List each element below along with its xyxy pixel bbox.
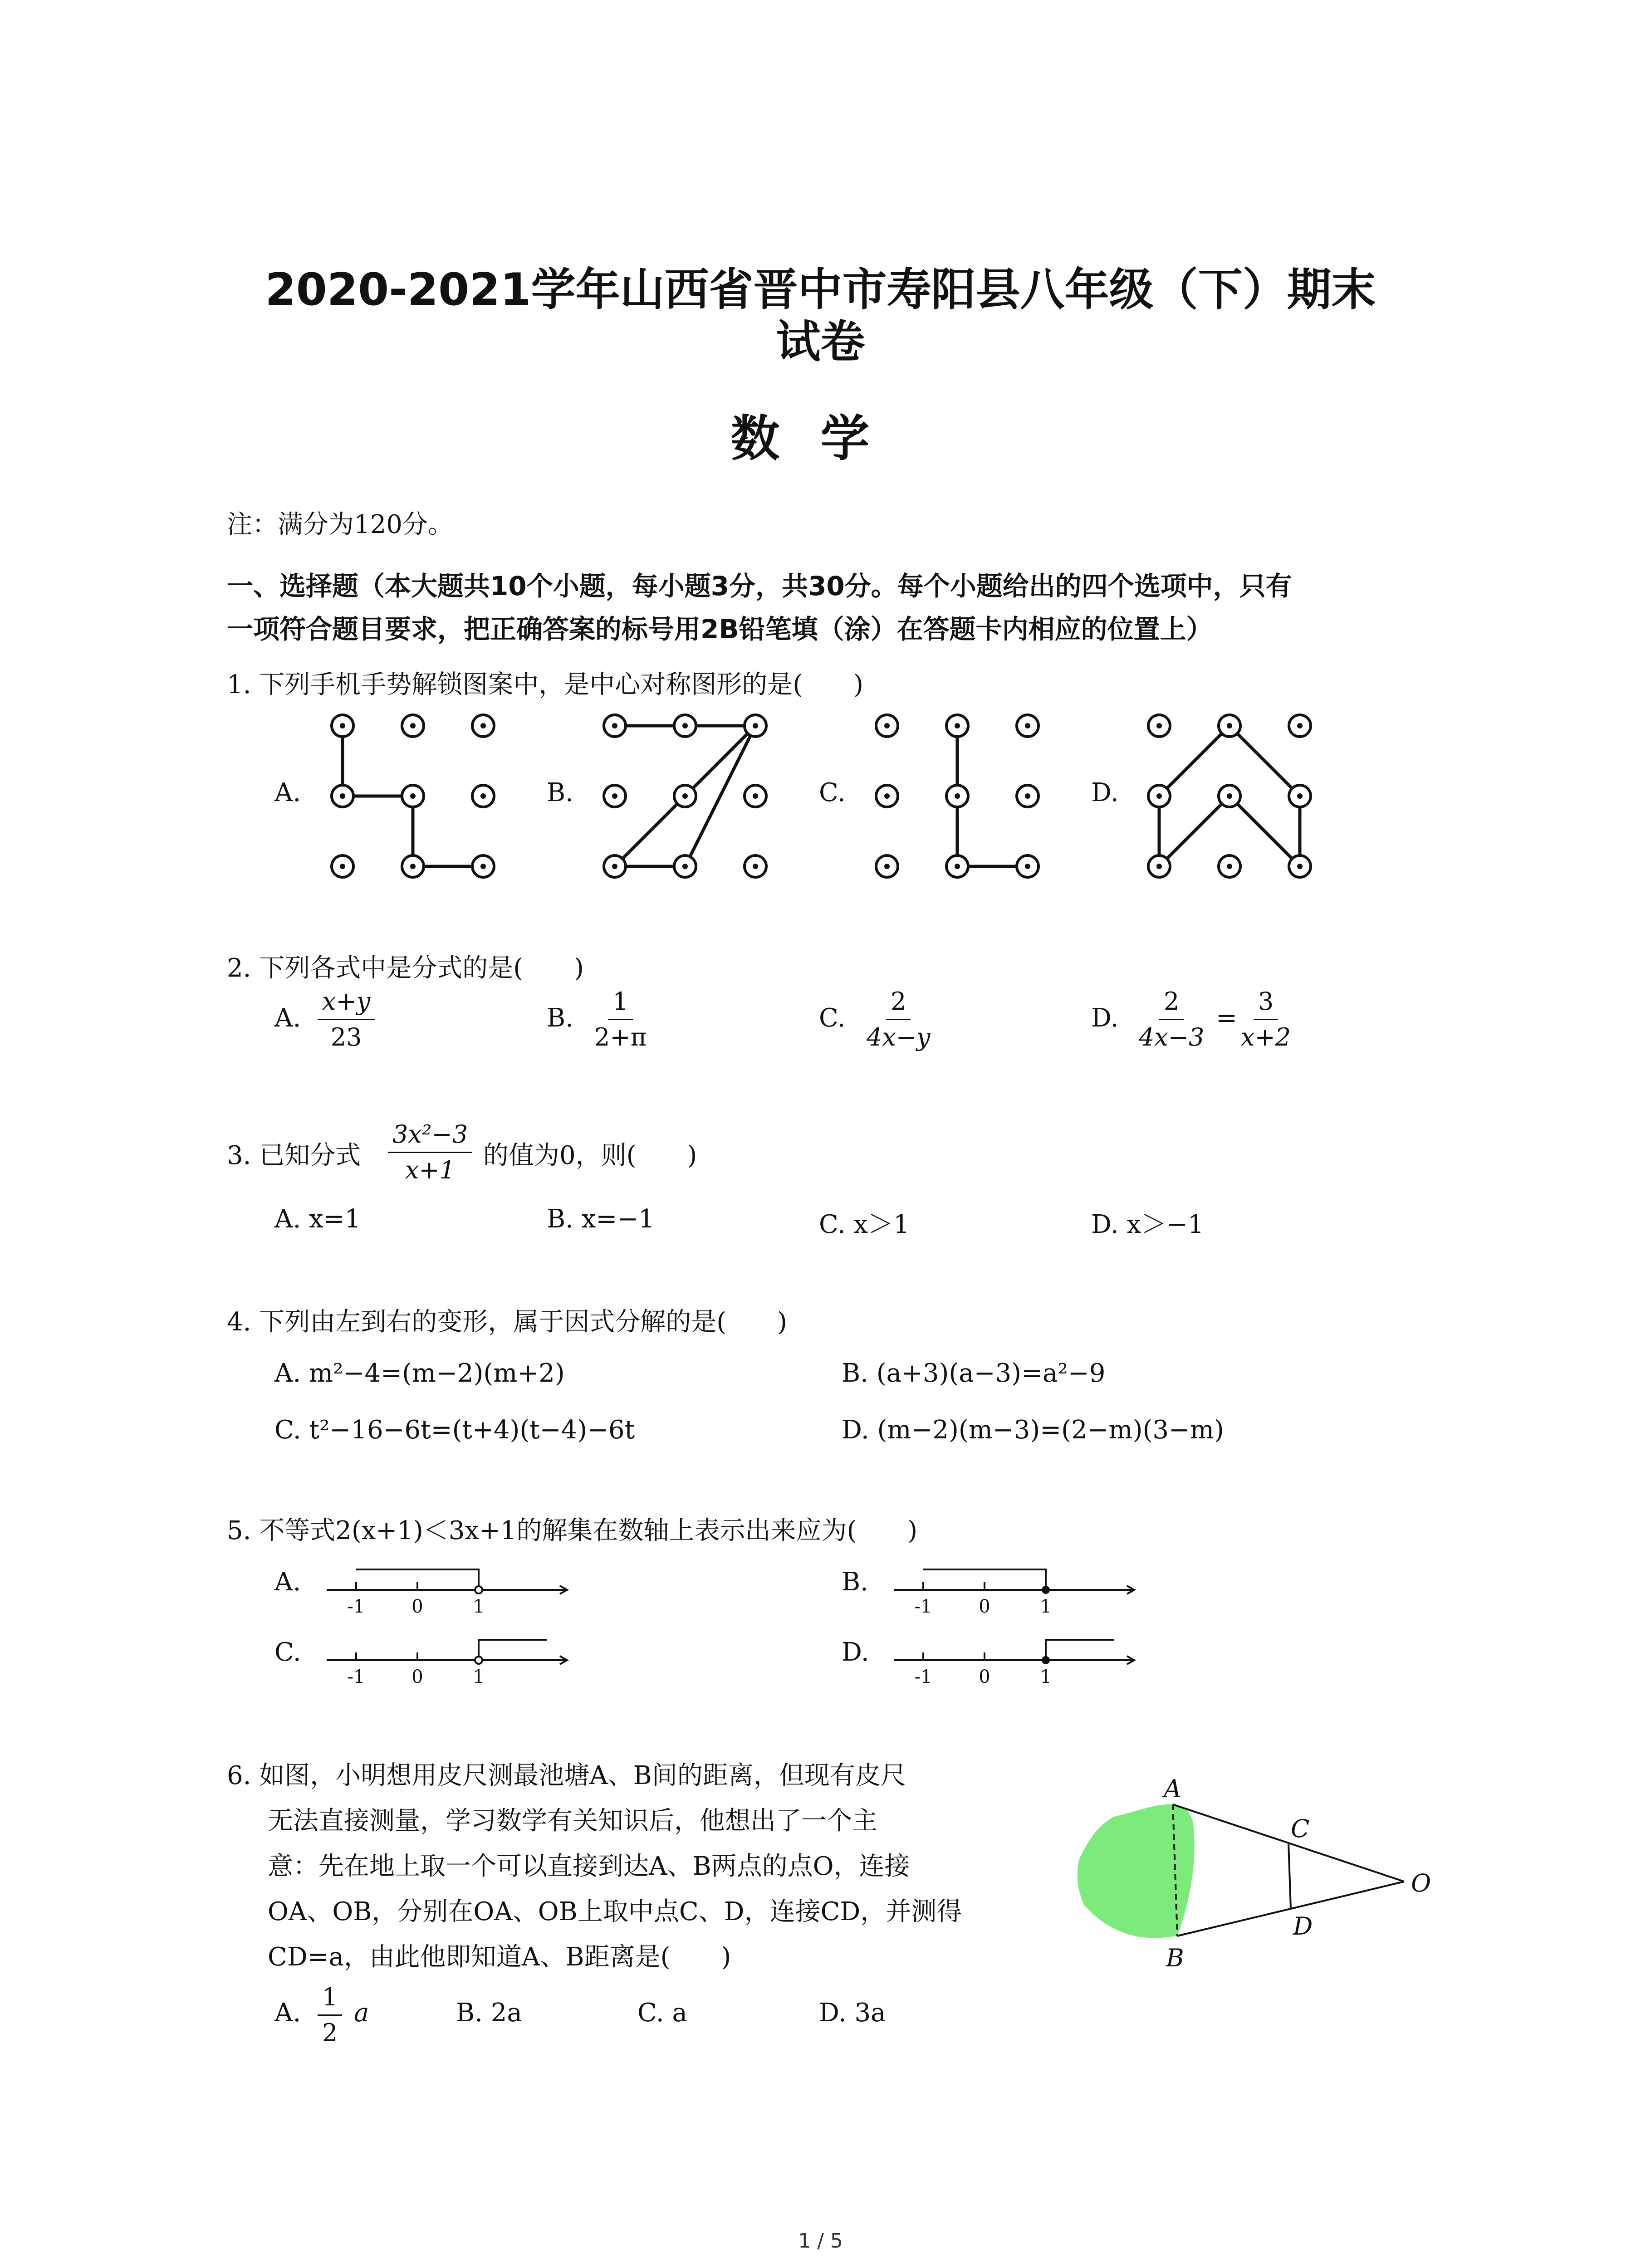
q2-d-numerator-left: 2 [1159, 984, 1184, 1020]
q1-label-b: B. [547, 778, 573, 807]
unlock-dot-center [1297, 723, 1303, 728]
unlock-dot-center [410, 723, 416, 728]
q2-b-numerator: 1 [608, 984, 632, 1020]
q5-label-d: D. [842, 1637, 869, 1667]
unlock-dot-center [1156, 723, 1162, 728]
unlock-dot-center [955, 723, 960, 728]
q5-label-c: C. [274, 1637, 301, 1667]
tick-c-neg1: -1 [347, 1667, 365, 1687]
q6-line-1: 6. 如图，小明想用皮尺测最池塘A、B间的距离，但现有皮尺 [227, 1761, 906, 1790]
unlock-dot-center [1297, 864, 1303, 869]
unlock-dot-center [410, 864, 416, 869]
q4-option-c: C. t²−16−6t=(t+4)(t−4)−6t [274, 1415, 635, 1445]
unlock-dot-center [410, 793, 416, 799]
label-d: D [1293, 1912, 1313, 1941]
q6-a-variable: a [354, 1998, 369, 2028]
unlock-dot-center [753, 793, 758, 799]
unlock-dot-center [480, 793, 486, 799]
section1-line2: 一项符合题目要求，把正确答案的标号用2B铅笔填（涂）在答题卡内相应的位置上） [227, 614, 1213, 645]
numberline-tick-labels [348, 1596, 1052, 1687]
unlock-dot-center [1227, 793, 1232, 799]
unlock-dot-center [884, 723, 890, 728]
tick-b-0: 0 [979, 1596, 990, 1617]
q2-b-denominator: 2+π [594, 1023, 647, 1051]
q5-number-lines [0, 1533, 1641, 1706]
q6-a-denominator: 2 [322, 2019, 338, 2047]
q3-option-b: B. x=−1 [547, 1204, 655, 1234]
q4-option-b: B. (a+3)(a−3)=a²−9 [842, 1359, 1106, 1388]
q5-stem: 5. 不等式2(x+1)＜3x+1的解集在数轴上表示出来应为( ) [227, 1516, 918, 1545]
q2-d-fraction-right [1236, 984, 1295, 1055]
q6-line-3: 意：先在地上取一个可以直接到达A、B两点的点O，连接 [268, 1852, 910, 1881]
q2-d-denominator-left: 4x−3 [1139, 1023, 1205, 1051]
title-line-1: 2020-2021学年山西省晋中市寿阳县八年级（下）期末 [265, 264, 1376, 316]
grid-dots [332, 715, 1311, 877]
q1-unlock-patterns [0, 0, 1641, 907]
tick-b-neg1: -1 [914, 1596, 932, 1617]
unlock-dot-center [753, 723, 758, 728]
tick-a-1: 1 [473, 1596, 485, 1617]
subject-heading: 数学 [730, 411, 911, 467]
q6-line-5: CD=a，由此他即知道A、B距离是( ) [268, 1942, 731, 1972]
unlock-dot-center [480, 864, 486, 869]
q1-label-a: A. [274, 778, 301, 807]
q1-label-c: C. [819, 778, 846, 807]
q6-a-label: A. [274, 1998, 301, 2028]
q5-label-b: B. [842, 1567, 868, 1597]
q4-option-a: A. m²−4=(m−2)(m+2) [274, 1359, 565, 1388]
q3-fraction [388, 1117, 472, 1188]
unlock-dot-center [1227, 864, 1232, 869]
q2-a-label: A. [274, 1003, 301, 1033]
unlock-dot-center [1156, 864, 1162, 869]
label-c: C [1291, 1814, 1310, 1843]
unlock-dot-center [955, 864, 960, 869]
q2-d-numerator-right: 3 [1254, 984, 1278, 1020]
tick-c-0: 0 [411, 1667, 423, 1687]
unlock-dot-center [480, 723, 486, 728]
figure-labels [1161, 1774, 1431, 1972]
unlock-dot-center [884, 793, 890, 799]
unlock-dot-center [1025, 723, 1030, 728]
q1-stem: 1. 下列手机手势解锁图案中，是中心对称图形的是( ) [227, 670, 863, 699]
q4-option-d: D. (m−2)(m−3)=(2−m)(3−m) [842, 1415, 1224, 1445]
tick-d-1: 1 [1040, 1667, 1052, 1687]
tick-d-0: 0 [979, 1667, 990, 1687]
q3-denominator: x+1 [405, 1156, 456, 1184]
tick-c-1: 1 [473, 1667, 485, 1687]
q3-stem-pre: 3. 已知分式 [227, 1141, 361, 1170]
q6-pond-figure [1066, 1755, 1474, 1991]
figure-lines [1173, 1804, 1404, 1936]
q3-option-a: A. x=1 [274, 1204, 361, 1234]
q2-stem: 2. 下列各式中是分式的是( ) [227, 953, 584, 983]
q3-option-d: D. x＞−1 [1091, 1210, 1204, 1239]
q6-line-2: 无法直接测量，学习数学有关知识后，他想出了一个主 [268, 1806, 877, 1836]
q2-d-label: D. [1091, 1003, 1119, 1033]
unlock-dot-center [884, 864, 890, 869]
q6-line-4: OA、OB，分别在OA、OB上取中点C、D，连接CD，并测得 [268, 1897, 962, 1926]
score-note: 注：满分为120分。 [227, 510, 453, 539]
unlock-dot-center [340, 723, 345, 728]
tick-b-1: 1 [1040, 1596, 1052, 1617]
q2-c-fraction [862, 984, 935, 1055]
q2-a-numerator: x+y [318, 984, 375, 1020]
q1-label-d: D. [1091, 778, 1119, 807]
title-line-2: 试卷 [776, 316, 865, 368]
numberline-a [327, 1569, 567, 1594]
q2-d-equals: = [1216, 1003, 1237, 1033]
q2-d-denominator-right: x+2 [1241, 1023, 1291, 1051]
unlock-dot-center [1025, 864, 1030, 869]
unlock-dot-center [1025, 793, 1030, 799]
q2-b-label: B. [547, 1003, 573, 1033]
label-a: A [1164, 1774, 1181, 1803]
q2-d-fraction-left [1134, 984, 1209, 1055]
unlock-dot-center [612, 793, 617, 799]
label-o: O [1411, 1869, 1431, 1897]
q2-b-fraction [590, 984, 651, 1055]
q6-option-b: B. 2a [456, 1998, 522, 2028]
numberline-b [894, 1569, 1134, 1594]
tick-a-neg1: -1 [347, 1596, 365, 1617]
unlock-dot-center [1227, 723, 1232, 728]
q3-option-c: C. x＞1 [819, 1210, 910, 1239]
tick-d-neg1: -1 [914, 1667, 932, 1687]
unlock-dot-center [340, 793, 345, 799]
q6-option-c: C. a [637, 1998, 687, 2028]
unlock-dot-center [682, 864, 688, 869]
unlock-dot-center [753, 864, 758, 869]
q2-c-denominator: 4x−y [867, 1023, 931, 1051]
q6-option-d: D. 3a [819, 1998, 886, 2028]
q5-label-a: A. [274, 1567, 301, 1597]
q3-stem-post: 的值为0，则( ) [483, 1141, 697, 1170]
numberline-d [894, 1640, 1134, 1664]
q6-a-fraction [318, 1980, 342, 2050]
tick-a-0: 0 [411, 1596, 423, 1617]
unlock-dot-center [682, 793, 688, 799]
page-number: 1 / 5 [798, 2229, 843, 2253]
q3-numerator: 3x²−3 [388, 1117, 472, 1153]
label-b: B [1166, 1944, 1184, 1972]
unlock-dot-center [340, 864, 345, 869]
unlock-dot-center [612, 723, 617, 728]
unlock-dot-center [955, 793, 960, 799]
section1-line1: 一、选择题（本大题共10个小题，每小题3分，共30分。每个小题给出的四个选项中，只有 [227, 571, 1292, 601]
q2-c-numerator: 2 [886, 984, 911, 1020]
unlock-dot-center [1156, 793, 1162, 799]
numberline-c [327, 1640, 567, 1664]
q6-a-numerator: 1 [318, 1980, 342, 2016]
q2-a-denominator: 23 [330, 1023, 362, 1051]
q2-c-label: C. [819, 1003, 846, 1033]
unlock-dot-center [612, 864, 617, 869]
unlock-dot-center [682, 723, 688, 728]
q4-stem: 4. 下列由左到右的变形，属于因式分解的是( ) [227, 1307, 787, 1337]
unlock-dot-center [1297, 793, 1303, 799]
q2-a-fraction [318, 984, 375, 1055]
